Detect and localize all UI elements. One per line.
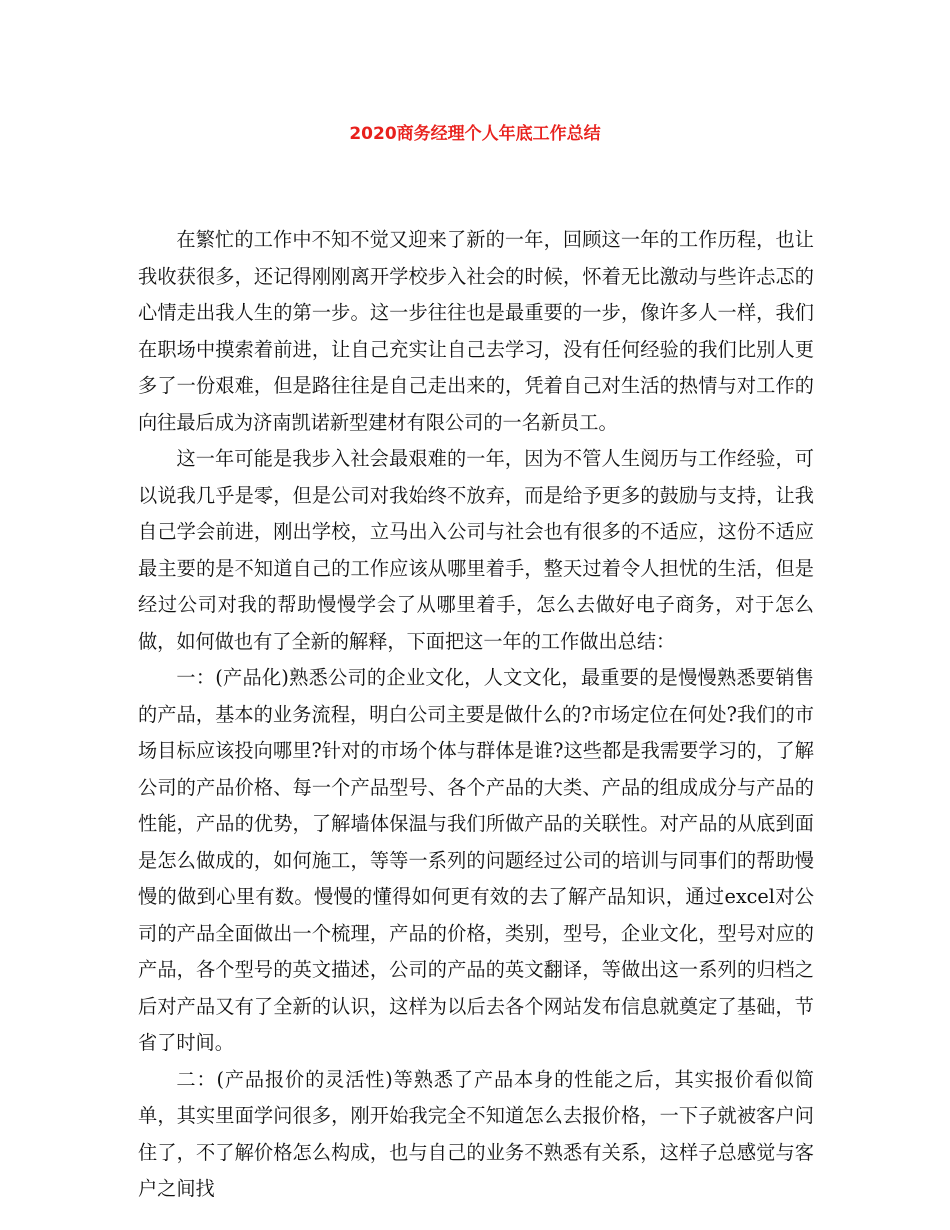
paragraph-pricing: 二：(产品报价的灵活性)等熟悉了产品本身的性能之后，其实报价看似简单，其实里面学问很多，刚开始我完全不知道怎么去报价格，一下子就被客户问住了，不了解价格怎么构成，也与自己的业务不熟悉有关系，这样子总感觉与客户之间找 bbox=[138, 1067, 814, 1200]
document-body bbox=[138, 222, 814, 1208]
document-title: 2020商务经理个人年底工作总结 bbox=[349, 124, 601, 144]
paragraph-intro: 在繁忙的工作中不知不觉又迎来了新的一年，回顾这一年的工作历程，也让我收获很多，还记得刚刚离开学校步入社会的时候，怀着无比激动与些许忐忑的心情走出我人生的第一步。这一步往往也是最重要的一步，像许多人一样，我们在职场中摸索着前进，让自己充实让自己去学习，没有任何经验的我们比别人更多了一份艰难，但是路往往是自己走出来的，凭着自己对生活的热情与对工作的向往最后成为济南凯诺新型建材有限公司的一名新员工。 bbox=[138, 228, 814, 434]
paragraph-productization: 一：(产品化)熟悉公司的企业文化，人文文化，最重要的是慢慢熟悉要销售的产品，基本的业务流程，明白公司主要是做什么的?市场定位在何处?我们的市场目标应该投向哪里?针对的市场个体与群体是谁?这些都是我需要学习的，了解公司的产品价格、每一个产品型号、各个产品的大类、产品的组成成分与产品的性能，产品的优势，了解墙体保温与我们所做产品的关联性。对产品的从底到面是怎么做成的，如何施工，等等一系列的问题经过公司的培训与同事们的帮助慢慢的做到心里有数。慢慢的懂得如何更有效的去了解产品知识，通过excel对公司的产品全面做出一个梳理，产品的价格，类别，型号，企业文化，型号对应的产品，各个型号的英文描述，公司的产品的英文翻译，等做出这一系列的归档之后对产品又有了全新的认识，这样为以后去各个网站发布信息就奠定了基础，节省了时间。 bbox=[138, 666, 814, 1054]
paragraph-year-review: 这一年可能是我步入社会最艰难的一年，因为不管人生阅历与工作经验，可以说我几乎是零，但是公司对我始终不放弃，而是给予更多的鼓励与支持，让我自己学会前进，刚出学校，立马出入公司与社会也有很多的不适应，这份不适应最主要的是不知道自己的工作应该从哪里着手，整天过着令人担忧的生活，但是经过公司对我的帮助慢慢学会了从哪里着手，怎么去做好电子商务，对于怎么做，如何做也有了全新的解释，下面把这一年的工作做出总结： bbox=[138, 447, 814, 653]
